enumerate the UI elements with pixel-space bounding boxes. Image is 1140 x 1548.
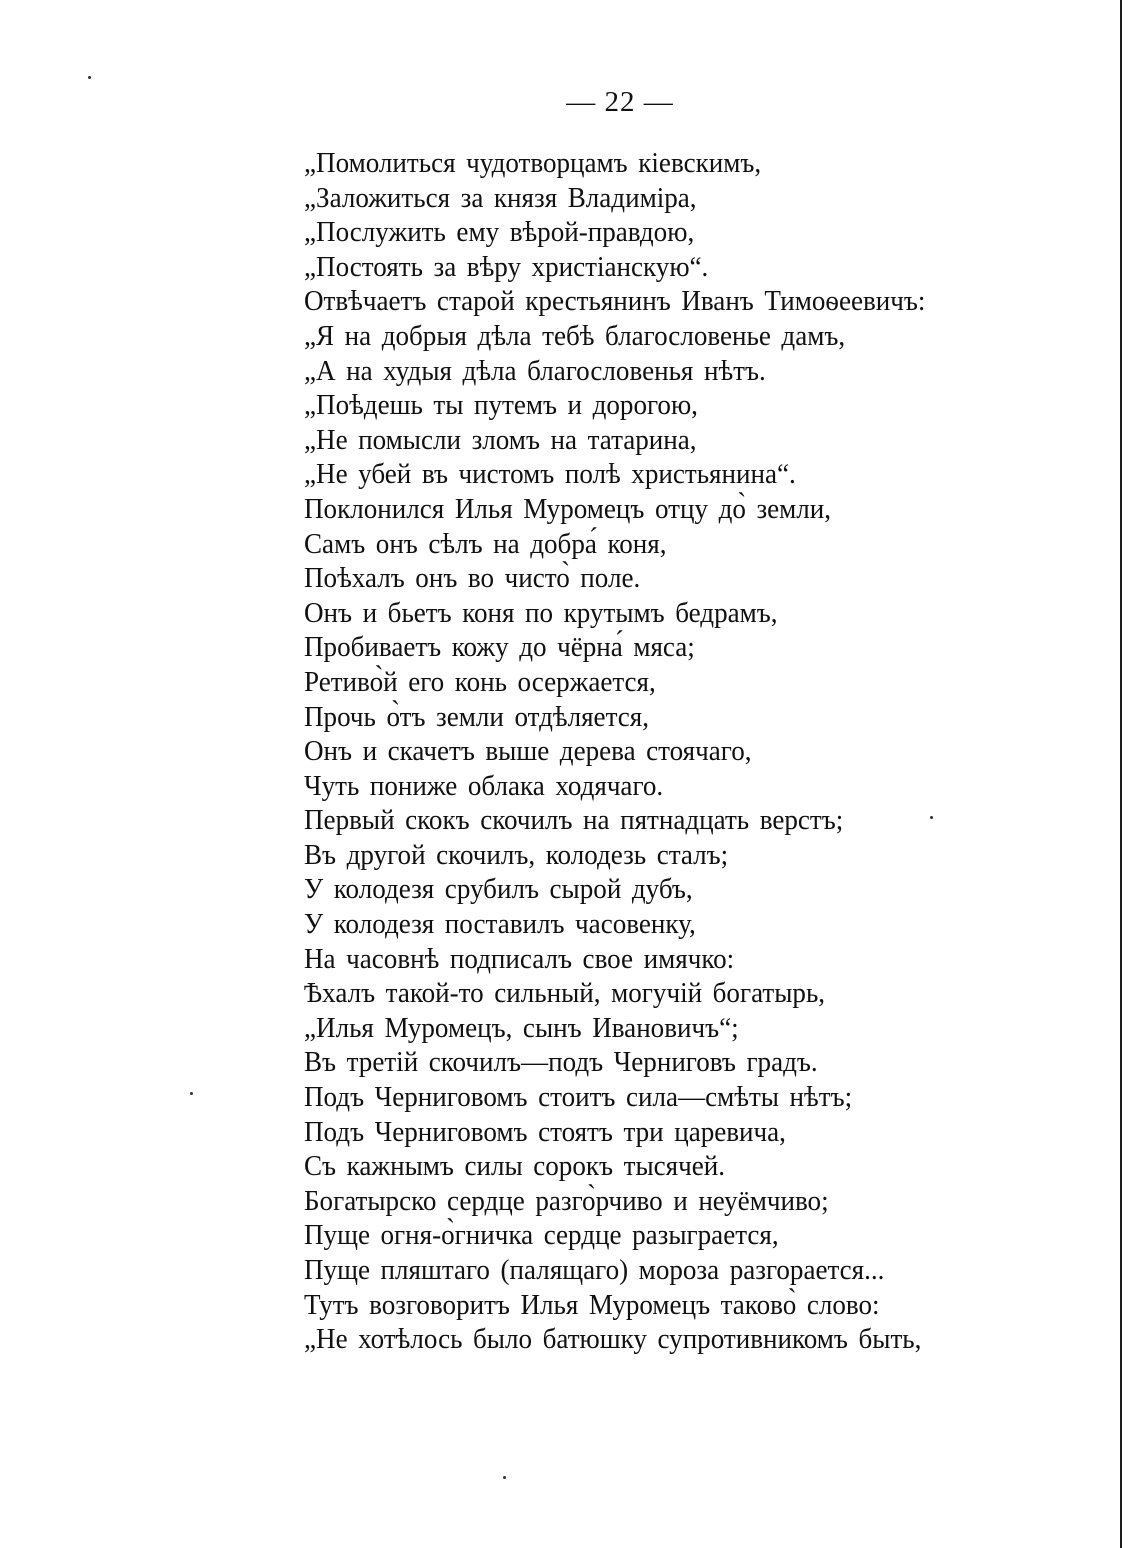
scan-speck [503, 1476, 506, 1479]
verse-line: „Не помысли зломъ на татарина, [304, 424, 697, 456]
verse-line: Пробиваетъ кожу до чёрна́ мяса; [304, 632, 695, 664]
scan-speck [88, 76, 91, 79]
verse-line: Съ кажнымъ силы сорокъ тысячей. [304, 1151, 725, 1183]
scan-page-edge [1120, 0, 1122, 1548]
page-number: — 22 — [566, 86, 674, 118]
verse-line: Поѣхалъ онъ во чисто̀ поле. [304, 563, 641, 595]
verse-line: Богатырско сердце разго̀рчиво и неуёмчиво; [304, 1185, 829, 1217]
verse-line: У колодезя срубилъ сырой дубъ, [304, 874, 693, 906]
verse-line: Поклонился Илья Муромецъ отцу до̀ земли, [304, 493, 832, 525]
verse-line: „Не хотѣлось было батюшку супротивникомъ быть, [304, 1324, 922, 1356]
verse-line: „Заложиться за князя Владиміра, [304, 182, 697, 214]
verse-line: „Я на добрыя дѣла тебѣ благословенье дамъ, [304, 320, 846, 352]
verse-line: Въ другой скочилъ, колодезь сталъ; [304, 839, 729, 871]
verse-line: „Помолиться чудотворцамъ кіевскимъ, [304, 148, 762, 179]
verse-line: Онъ и бьетъ коня по крутымъ бедрамъ, [304, 597, 778, 629]
verse-line: Тутъ возговоритъ Илья Муромецъ таково̀ слово: [304, 1289, 880, 1321]
verse-line: „А на худыя дѣла благословенья нѣтъ. [304, 355, 766, 387]
verse-line: Въ третій скочилъ—подъ Черниговъ градъ. [304, 1047, 818, 1079]
verse-line: „Послужить ему вѣрой-правдою, [304, 217, 695, 249]
verse-line: Ѣхалъ такой-то сильный, могучій богатырь, [304, 978, 826, 1010]
verse-line: Отвѣчаетъ старой крестьянинъ Иванъ Тимоѳеевичъ: [304, 286, 926, 318]
verse-line: Пуще пляштаго (палящаго) мороза разгорается... [304, 1255, 885, 1286]
verse-line: Самъ онъ сѣлъ на добра́ коня, [304, 528, 667, 560]
verse-line: Первый скокъ скочилъ на пятнадцать верстъ; [304, 805, 844, 837]
verse-line: Ретиво̀й его конь осержается, [304, 666, 656, 698]
verse-line: Подъ Черниговомъ стоитъ сила—смѣты нѣтъ; [304, 1082, 853, 1114]
verse-line: Пуще огня-о̀гничка сердце разыграется, [304, 1220, 779, 1252]
verse-line: „Илья Муромецъ, сынъ Ивановичъ“; [304, 1012, 739, 1044]
verse-line: „Поѣдешь ты путемъ и дорогою, [304, 390, 698, 422]
verse-line: На часовнѣ подписалъ свое имячко: [304, 943, 735, 975]
verse-line: Подъ Черниговомъ стоятъ три царевича, [304, 1116, 786, 1148]
verse-line: Онъ и скачетъ выше дерева стоячаго, [304, 736, 752, 768]
verse-line: Чуть пониже облака ходячаго. [304, 770, 664, 802]
verse-line: „Постоять за вѣру христіанскую“. [304, 251, 709, 283]
verse-line: У колодезя поставилъ часовенку, [304, 909, 696, 941]
verse-text [304, 147, 1004, 1358]
verse-line: „Не убей въ чистомъ полѣ христьянина“. [304, 459, 796, 491]
verse-line: Прочь о̀тъ земли отдѣляется, [304, 701, 649, 733]
scan-speck [190, 1092, 193, 1095]
